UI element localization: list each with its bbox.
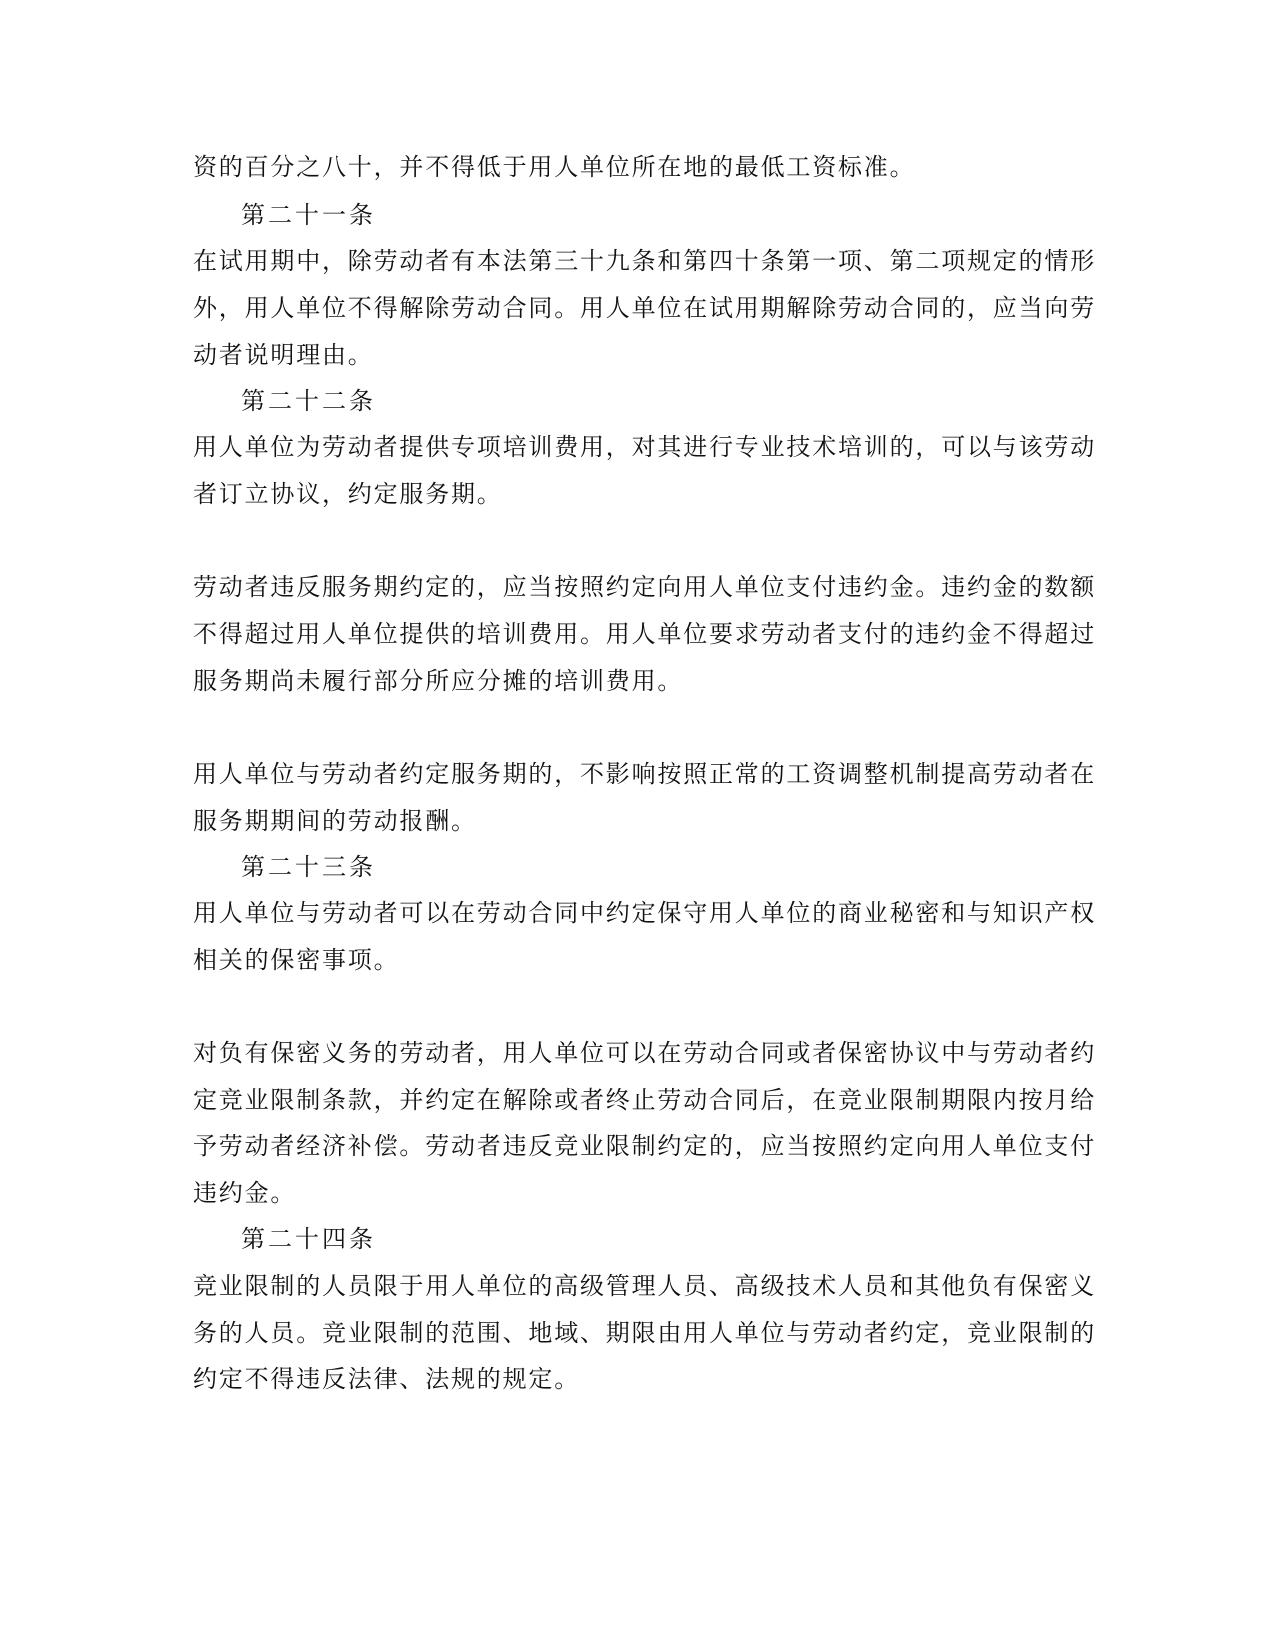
article-heading: 第二十一条: [241, 201, 376, 229]
text-line: 予劳动者经济补偿。劳动者违反竞业限制约定的，应当按照约定向用人单位支付: [193, 1132, 1096, 1160]
text-line: 外，用人单位不得解除劳动合同。用人单位在试用期解除劳动合同的，应当向劳: [193, 294, 1096, 322]
text-line: 者订立协议，约定服务期。: [193, 480, 503, 508]
text-line: 用人单位为劳动者提供专项培训费用，对其进行专业技术培训的，可以与该劳动: [193, 433, 1096, 461]
text-line: 劳动者违反服务期约定的，应当按照约定向用人单位支付违约金。违约金的数额: [193, 573, 1096, 601]
text-line: 用人单位与劳动者可以在劳动合同中约定保守用人单位的商业秘密和与知识产权: [193, 899, 1096, 927]
text-line: 相关的保密事项。: [193, 946, 400, 974]
article-heading: 第二十三条: [241, 853, 376, 881]
text-line: 定竞业限制条款，并约定在解除或者终止劳动合同后，在竞业限制期限内按月给: [193, 1086, 1096, 1114]
article-heading: 第二十四条: [241, 1225, 376, 1253]
text-line: 约定不得违反法律、法规的规定。: [193, 1365, 580, 1393]
text-line: 动者说明理由。: [193, 341, 374, 369]
text-line: 竞业限制的人员限于用人单位的高级管理人员、高级技术人员和其他负有保密义: [193, 1272, 1096, 1300]
text-line: 服务期期间的劳动报酬。: [193, 807, 477, 835]
text-line: 不得超过用人单位提供的培训费用。用人单位要求劳动者支付的违约金不得超过: [193, 620, 1096, 648]
text-line: 服务期尚未履行部分所应分摊的培训费用。: [193, 667, 684, 695]
text-line: 在试用期中，除劳动者有本法第三十九条和第四十条第一项、第二项规定的情形: [193, 247, 1096, 275]
text-line: 违约金。: [193, 1179, 297, 1207]
text-line: 对负有保密义务的劳动者，用人单位可以在劳动合同或者保密协议中与劳动者约: [193, 1039, 1096, 1067]
text-line: 用人单位与劳动者约定服务期的，不影响按照正常的工资调整机制提高劳动者在: [193, 760, 1096, 788]
text-line: 资的百分之八十，并不得低于用人单位所在地的最低工资标准。: [193, 153, 916, 181]
text-line: 务的人员。竞业限制的范围、地域、期限由用人单位与劳动者约定，竞业限制的: [193, 1319, 1096, 1347]
article-heading: 第二十二条: [241, 387, 376, 415]
